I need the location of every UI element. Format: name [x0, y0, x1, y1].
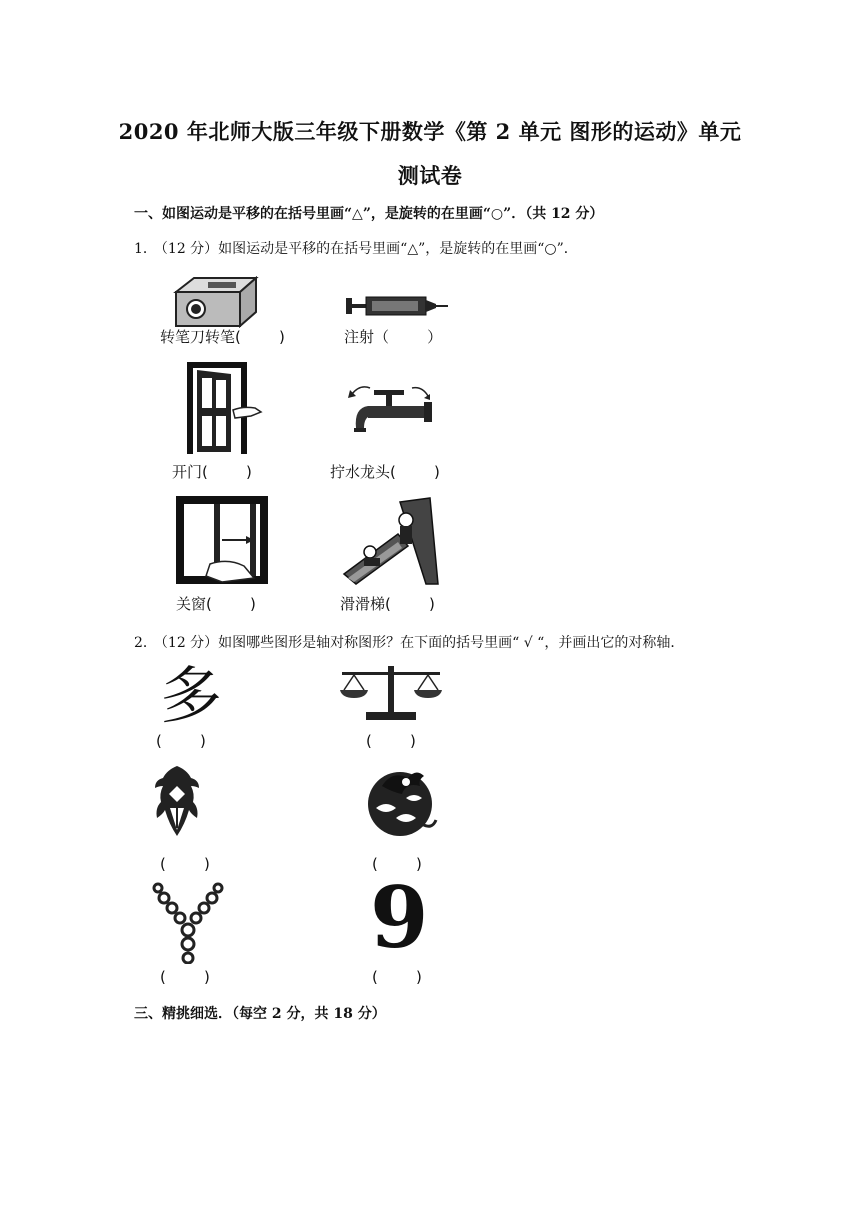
question-1: [134, 238, 578, 258]
q1-item-syringe-label: 注射（ ）: [344, 328, 443, 346]
chinese-character-duo: 多: [160, 659, 223, 732]
q1-item-faucet-label: 拧水龙头( ): [330, 463, 440, 481]
q2-item-3-paren: ( ): [160, 855, 210, 873]
question-2: [134, 632, 684, 652]
question-1-text: （12 分）如图运动是平移的在括号里画“△”，是旋转的在里画“○”．: [160, 241, 578, 257]
balance-scale-icon: [338, 664, 444, 724]
bead-necklace-icon: [150, 880, 226, 964]
question-2-text: （12 分）如图哪些图形是轴对称图形？在下面的括号里画“ √ “，并画出它的对称轴．: [160, 635, 685, 651]
q2-item-6-paren: ( ): [372, 968, 422, 986]
door-icon: [183, 360, 263, 456]
q1-item-slide-label: 滑滑梯( ): [340, 595, 435, 613]
q2-item-5-paren: ( ): [160, 968, 210, 986]
document-title-line2: 测试卷: [397, 163, 463, 188]
slide-icon: [340, 494, 440, 586]
faucet-icon: [346, 380, 436, 440]
window-icon: [174, 494, 270, 586]
digit-nine: 9: [370, 868, 429, 967]
paper-cut-fish-icon: [362, 764, 438, 840]
question-2-number: 2．: [134, 635, 157, 651]
section1-heading: 一、如图运动是平移的在括号里画“△”，是旋转的在里画“○”．（共 12 分）: [134, 206, 604, 222]
document-title-line1: 2020 年北师大版三年级下册数学《第 2 单元 图形的运动》单元: [118, 119, 742, 144]
q1-item-window-label: 关窗( ): [176, 595, 256, 613]
q1-item-door-label: 开门( ): [172, 463, 252, 481]
q1-item-sharpener-label: 转笔刀转笔( ): [160, 328, 285, 346]
q2-item-1-paren: ( ): [156, 732, 206, 750]
section3-heading: 三、精挑细选．（每空 2 分，共 18 分）: [134, 1006, 386, 1022]
question-1-number: 1．: [134, 241, 157, 257]
pencil-sharpener-icon: [170, 276, 260, 328]
q2-item-2-paren: ( ): [366, 732, 416, 750]
q2-item-4-paren: ( ): [372, 855, 422, 873]
syringe-icon: [344, 292, 450, 320]
paper-cut-pattern-icon: [152, 764, 202, 840]
